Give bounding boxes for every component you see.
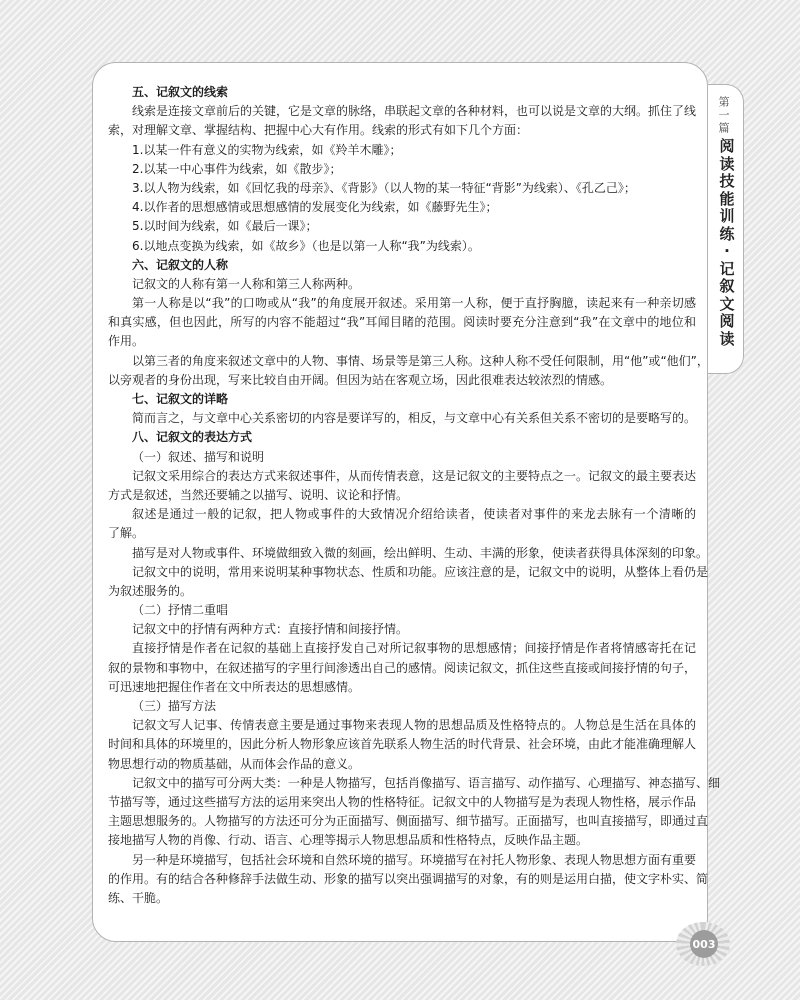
text-line: 叙述是通过一般的记叙，把人物或事件的大致情况介绍给读者，使读者对事件的来龙去脉有一个清晰的 [132, 507, 696, 522]
text-line: 可迅速地把握住作者在文中所表达的思想感情。 [108, 679, 361, 694]
text-line: 叙的景物和事物中，在叙述描写的字里行间渗透出自己的感情。阅读记叙文，抓住这些直接或间接抒情的句子， [108, 660, 697, 675]
text-line: 描写是对人物或事件、环境做细致入微的刻画，绘出鲜明、生动、丰满的形象，使读者获得具体深刻的印象。 [132, 545, 709, 560]
text-line: 和真实感，但也因此，所写的内容不能超过“我”耳闻目睹的范围。阅读时要充分注意到“我”在文章中的地位和 [108, 315, 696, 330]
text-line: 4.以作者的思想感情或思想感情的发展变化为线索，如《藤野先生》； [132, 200, 498, 215]
text-line: 物思想行动的物质基础，从而体会作品的意义。 [108, 756, 361, 771]
text-line: 的作用。有的结合各种修辞手法做生动、形象的描写以突出强调描写的对象，有的则是运用白描，使文字朴实、简 [108, 871, 709, 886]
text-line: 索，对理解文章、掌握结构、把握中心大有作用。线索的形式有如下几个方面： [108, 123, 529, 138]
text-line: （二）抒情二重唱 [132, 603, 229, 618]
text-line: 记叙文的人称有第一人称和第三人称两种。 [132, 276, 361, 291]
chapter-part-label: 第一篇 [717, 96, 730, 135]
section-heading: 七、记叙文的详略 [132, 392, 229, 406]
text-line: 另一种是环境描写，包括社会环境和自然环境的描写。环境描写在衬托人物形象、表现人物思想方面有重要 [132, 852, 697, 867]
text-line: 简而言之，与文章中心关系密切的内容是要详写的，相反，与文章中心有关系但关系不密切的是要略写的。 [132, 411, 697, 426]
chapter-title: 阅读技能训练·记叙文阅读 [719, 137, 735, 348]
text-line: 记叙文采用综合的表达方式来叙述事件，从而传情表意，这是记叙文的主要特点之一。记叙文的最主要表达 [132, 468, 697, 483]
text-line: 以第三者的角度来叙述文章中的人物、事情、场景等是第三人称。这种人称不受任何限制，用“他”或“他们”， [132, 353, 709, 368]
text-line: 接地描写人物的肖像、行动、语言、心理等揭示人物思想品质和性格特点，反映作品主题。 [108, 833, 589, 848]
text-line: 1.以某一件有意义的实物为线索，如《羚羊木雕》； [132, 142, 402, 157]
text-line: 节描写等，通过这些描写方法的运用来突出人物的性格特征。记叙文中的人物描写是为表现人物性格，展示作品 [108, 794, 697, 809]
text-line: 记叙文写人记事、传情表意主要是通过事物来表现人物的思想品质及性格特点的。人物总是生活在具体的 [132, 718, 696, 733]
section-heading: 五、记叙文的线索 [132, 85, 229, 99]
text-line: 3.以人物为线索，如《回忆我的母亲》、《背影》（以人物的某一特征“背影”为线索）、《孔乙己》； [132, 180, 636, 195]
text-line: 记叙文中的抒情有两种方式：直接抒情和间接抒情。 [132, 622, 409, 637]
text-line: 记叙文中的说明，常用来说明某种事物状态、性质和功能。应该注意的是，记叙文中的说明，从整体上看仍是 [132, 564, 709, 579]
text-line: 练、干脆。 [108, 890, 169, 905]
text-line: 方式是叙述，当然还要辅之以描写、说明、议论和抒情。 [108, 487, 409, 502]
page-number: 003 [690, 930, 718, 958]
section-heading: 八、记叙文的表达方式 [132, 430, 253, 445]
text-line: 第一人称是以“我”的口吻或从“我”的角度展开叙述。采用第一人称，便于直抒胸臆，读起来有一种亲切感 [132, 296, 696, 311]
text-line: 以旁观者的身份出现，写来比较自由开阔。但因为站在客观立场，因此很难表达较浓烈的情感。 [108, 372, 613, 387]
text-line: 记叙文中的描写可分两大类：一种是人物描写，包括肖像描写、语言描写、动作描写、心理描写、神态描写、细 [132, 775, 721, 790]
text-line: 主题思想服务的。人物描写的方法还可分为正面描写、侧面描写、细节描写。正面描写，也叫直接描写，即通过直 [108, 814, 709, 829]
text-line: 作用。 [108, 334, 145, 349]
text-line: （三）描写方法 [132, 699, 217, 713]
text-line: 线索是连接文章前后的关键，它是文章的脉络，串联起文章的各种材料，也可以说是文章的大纲。抓住了线 [132, 104, 697, 119]
text-line: 时间和具体的环境里的，因此分析人物形象应该首先联系人物生活的时代背景、社会环境，由此才能准确理解人 [108, 737, 697, 752]
text-line: 5.以时间为线索，如《最后一课》； [132, 219, 318, 234]
text-line: 2.以某一中心事件为线索，如《散步》； [132, 161, 342, 176]
section-heading: 六、记叙文的人称 [132, 257, 229, 272]
text-line: 为叙述服务的。 [108, 583, 193, 598]
text-line: （一）叙述、描写和说明 [132, 449, 265, 464]
text-line: 了解。 [108, 526, 145, 541]
article-body [108, 83, 721, 908]
text-line: 6.以地点变换为线索，如《故乡》（也是以第一人称“我”为线索）。 [132, 238, 480, 253]
text-line: 直接抒情是作者在记叙的基础上直接抒发自己对所记叙事物的思想感情；间接抒情是作者将情感寄托在记 [132, 641, 696, 656]
